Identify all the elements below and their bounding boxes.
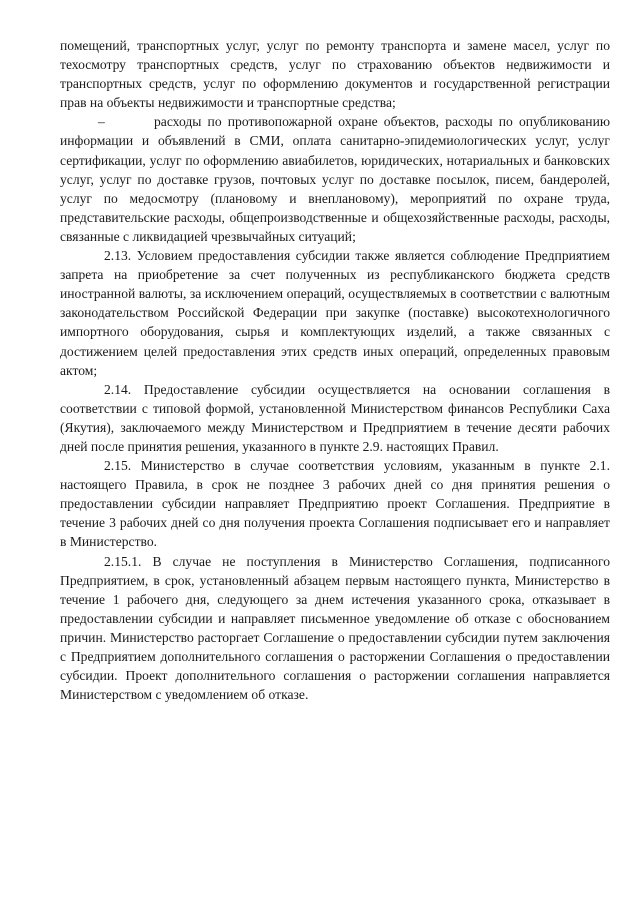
paragraph-2-13: 2.13. Условием предоставления субсидии также является соблюдение Предприятием запрета на приобретение за счет полученных из республиканского бюджета средств иностранной валюты, за исключением операций, осуществляемых в соответствии с валютным законодательством Российской Федерации при закупке (поставке) высокотехнологичного импортного оборудования, сырья и комплектующих изделий, а также связанных с достижением целей предоставления этих средств иных операций, определенных правовым актом;: [60, 248, 610, 378]
paragraph-continuation: помещений, транспортных услуг, услуг по ремонту транспорта и замене масел, услуг по техосмотру транспортных средств, услуг по страхованию объектов недвижимости и транспортных средств, услуг по оформлению документов и государственной регистрации прав на объекты недвижимости и транспортные средства;: [60, 38, 610, 111]
paragraph-2-15: 2.15. Министерство в случае соответствия условиям, указанным в пункте 2.1. настоящего Правила, в срок не позднее 3 рабочих дней со дня принятия решения о предоставлении субсидии направляет Предприятию проект Соглашения. Предприятие в течение 3 рабочих дней со дня получения проекта Соглашения подписывает его и направляет в Министерство.: [60, 458, 610, 550]
paragraph-2-15-1: 2.15.1. В случае не поступления в Министерство Соглашения, подписанного Предприятием, в срок, установленный абзацем первым настоящего пункта, Министерство в течение 1 рабочего дня, следующего за днем истечения указанного срока, отказывает в предоставлении субсидии и направляет письменное уведомление об отказе с обоснованием причин. Министерство расторгает Соглашение о предоставлении субсидии путем заключения с Предприятием дополнительного соглашения о расторжении Соглашения о предоставлении субсидии. Проект дополнительного соглашения о расторжении соглашения направляется Министерством с уведомлением об отказе.: [60, 553, 610, 703]
paragraph-2-14: 2.14. Предоставление субсидии осуществляется на основании соглашения в соответствии с типовой формой, установленной Министерством финансов Республики Саха (Якутия), заключаемого между Министерством и Предприятием в течение десяти рабочих дней после принятия решения, указанного в пункте 2.9. настоящих Правил.: [60, 381, 610, 454]
paragraph-dash-item: – расходы по противопожарной охране объектов, расходы по опубликованию информации и объявлений в СМИ, оплата санитарно-эпидемиологических услуг, услуг сертификации, услуг по оформлению авиабилетов, юридических, нотариальных и банковских услуг, услуг по доставке грузов, почтовых услуг по доставке посылок, писем, бандеролей, услуг по медосмотру (плановому и внеплановому), мероприятий по охране труда, представительские расходы, общепроизводственные и общехозяйственные расходы, расходы, связанные с ликвидацией чрезвычайных ситуаций;: [60, 114, 614, 244]
document-body: [60, 36, 614, 704]
